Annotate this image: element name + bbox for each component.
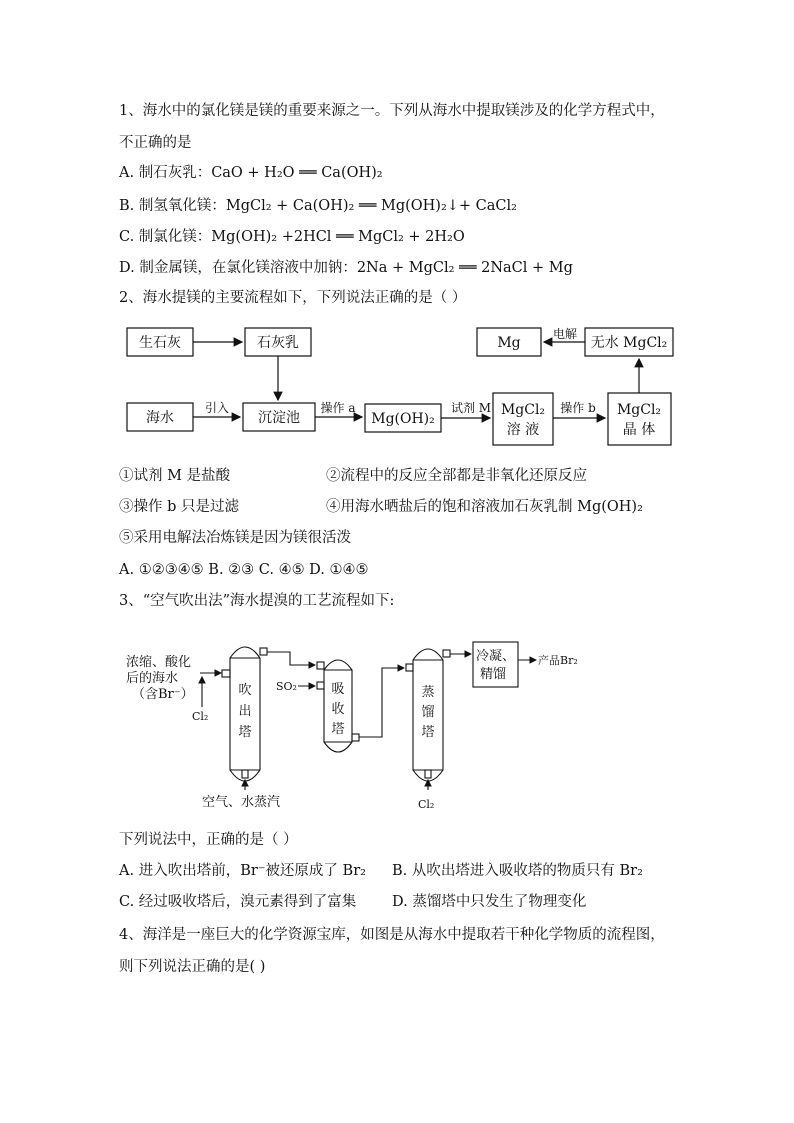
q3-option-b: B. 从吹出塔进入吸收塔的物质只有 Br₂	[392, 863, 643, 879]
q4-stem-line1: 4、海洋是一座巨大的化学资源宝库，如图是从海水中提取若干种化学物质的流程图，	[119, 927, 665, 943]
label-seawater: 海水	[146, 410, 174, 426]
q3-option-c: C. 经过吸收塔后，溴元素得到了富集	[119, 894, 357, 910]
label-cl2-a: Cl₂	[192, 710, 209, 723]
q3-option-d: D. 蒸馏塔中只发生了物理变化	[392, 894, 587, 910]
label-solution: 溶 液	[506, 422, 540, 438]
label-solution-formula: MgCl₂	[500, 402, 546, 418]
q3-stem: 3、“空气吹出法”海水提溴的工艺流程如下:	[119, 593, 395, 609]
q3-option-a: A. 进入吹出塔前，Br⁻被还原成了 Br₂	[119, 863, 366, 879]
label-air-steam: 空气、水蒸汽	[202, 795, 281, 810]
tower1-char-2: 出	[238, 704, 252, 719]
tower2-char-3: 塔	[331, 722, 345, 737]
tower1-char-1: 吹	[238, 683, 252, 698]
q2-options: A. ①②③④⑤ B. ②③ C. ④⑤ D. ①④⑤	[119, 562, 369, 578]
q2-stem: 2、海水提镁的主要流程如下，下列说法正确的是（ ）	[119, 290, 467, 306]
q2-statement-3: ③操作 b 只是过滤	[119, 499, 239, 515]
label-intro: 引入	[204, 401, 230, 415]
label-mg: Mg	[497, 335, 521, 351]
tower3-char-2: 馏	[421, 705, 435, 720]
tower1-char-3: 塔	[238, 725, 252, 740]
q1-stem-line2: 不正确的是	[119, 135, 192, 151]
label-condense-2: 精馏	[480, 667, 507, 682]
label-quicklime: 生石灰	[139, 335, 181, 351]
label-crystal: 晶 体	[622, 422, 656, 438]
q2-statement-4: ④用海水晒盐后的饱和溶液加石灰乳制 Mg(OH)₂	[326, 499, 643, 515]
label-crystal-formula: MgCl₂	[616, 402, 662, 418]
q2-statement-2: ②流程中的反应全部都是非氧化还原反应	[326, 468, 587, 484]
q1-option-a: A. 制石灰乳：CaO + H₂O ══ Ca(OH)₂	[119, 165, 383, 181]
label-condense-1: 冷凝、	[476, 649, 516, 664]
label-electrolysis: 电解	[552, 327, 578, 341]
q2-statement-5: ⑤采用电解法冶炼镁是因为镁很活泼	[119, 530, 351, 546]
label-feed-3: （含Br⁻）	[132, 687, 194, 702]
q3-question: 下列说法中，正确的是（ ）	[119, 832, 298, 848]
label-mgoh2: Mg(OH)₂	[371, 411, 435, 427]
bromine-process-diagram	[118, 630, 598, 815]
label-product-br2: 产品Br₂	[538, 654, 578, 667]
q1-stem-line1: 1、海水中的氯化镁是镁的重要来源之一。下列从海水中提取镁涉及的化学方程式中，	[119, 103, 665, 119]
q4-stem-line2: 则下列说法正确的是( )	[119, 959, 266, 975]
label-anhydrous-mgcl2: 无水 MgCl₂	[590, 335, 668, 351]
q1-option-d: D. 制金属镁，在氯化镁溶液中加钠：2Na + MgCl₂ ══ 2NaCl + Mg	[119, 260, 573, 276]
label-op-b: 操作 b	[560, 401, 596, 415]
label-feed-2: 后的海水	[126, 671, 179, 686]
q1-option-b: B. 制氢氧化镁：MgCl₂ + Ca(OH)₂ ══ Mg(OH)₂↓+ CaCl₂	[119, 198, 517, 214]
magnesium-process-flowchart	[115, 318, 685, 453]
tower3-char-1: 蒸	[421, 685, 435, 700]
label-so2: SO₂	[276, 680, 297, 693]
tower3-char-3: 塔	[421, 725, 435, 740]
label-feed-1: 浓缩、酸化	[126, 655, 192, 670]
tower2-char-1: 吸	[331, 682, 345, 697]
label-op-a: 操作 a	[320, 401, 356, 415]
label-cl2-b: Cl₂	[418, 798, 435, 811]
label-reagent-m: 试剂 M	[450, 401, 492, 415]
label-limemilk: 石灰乳	[257, 335, 299, 351]
q2-statement-1: ①试剂 M 是盐酸	[119, 468, 231, 484]
tower2-char-2: 收	[331, 702, 345, 717]
label-settling-tank: 沉淀池	[258, 410, 300, 426]
q1-option-c: C. 制氯化镁：Mg(OH)₂ +2HCl ══ MgCl₂ + 2H₂O	[119, 229, 465, 245]
